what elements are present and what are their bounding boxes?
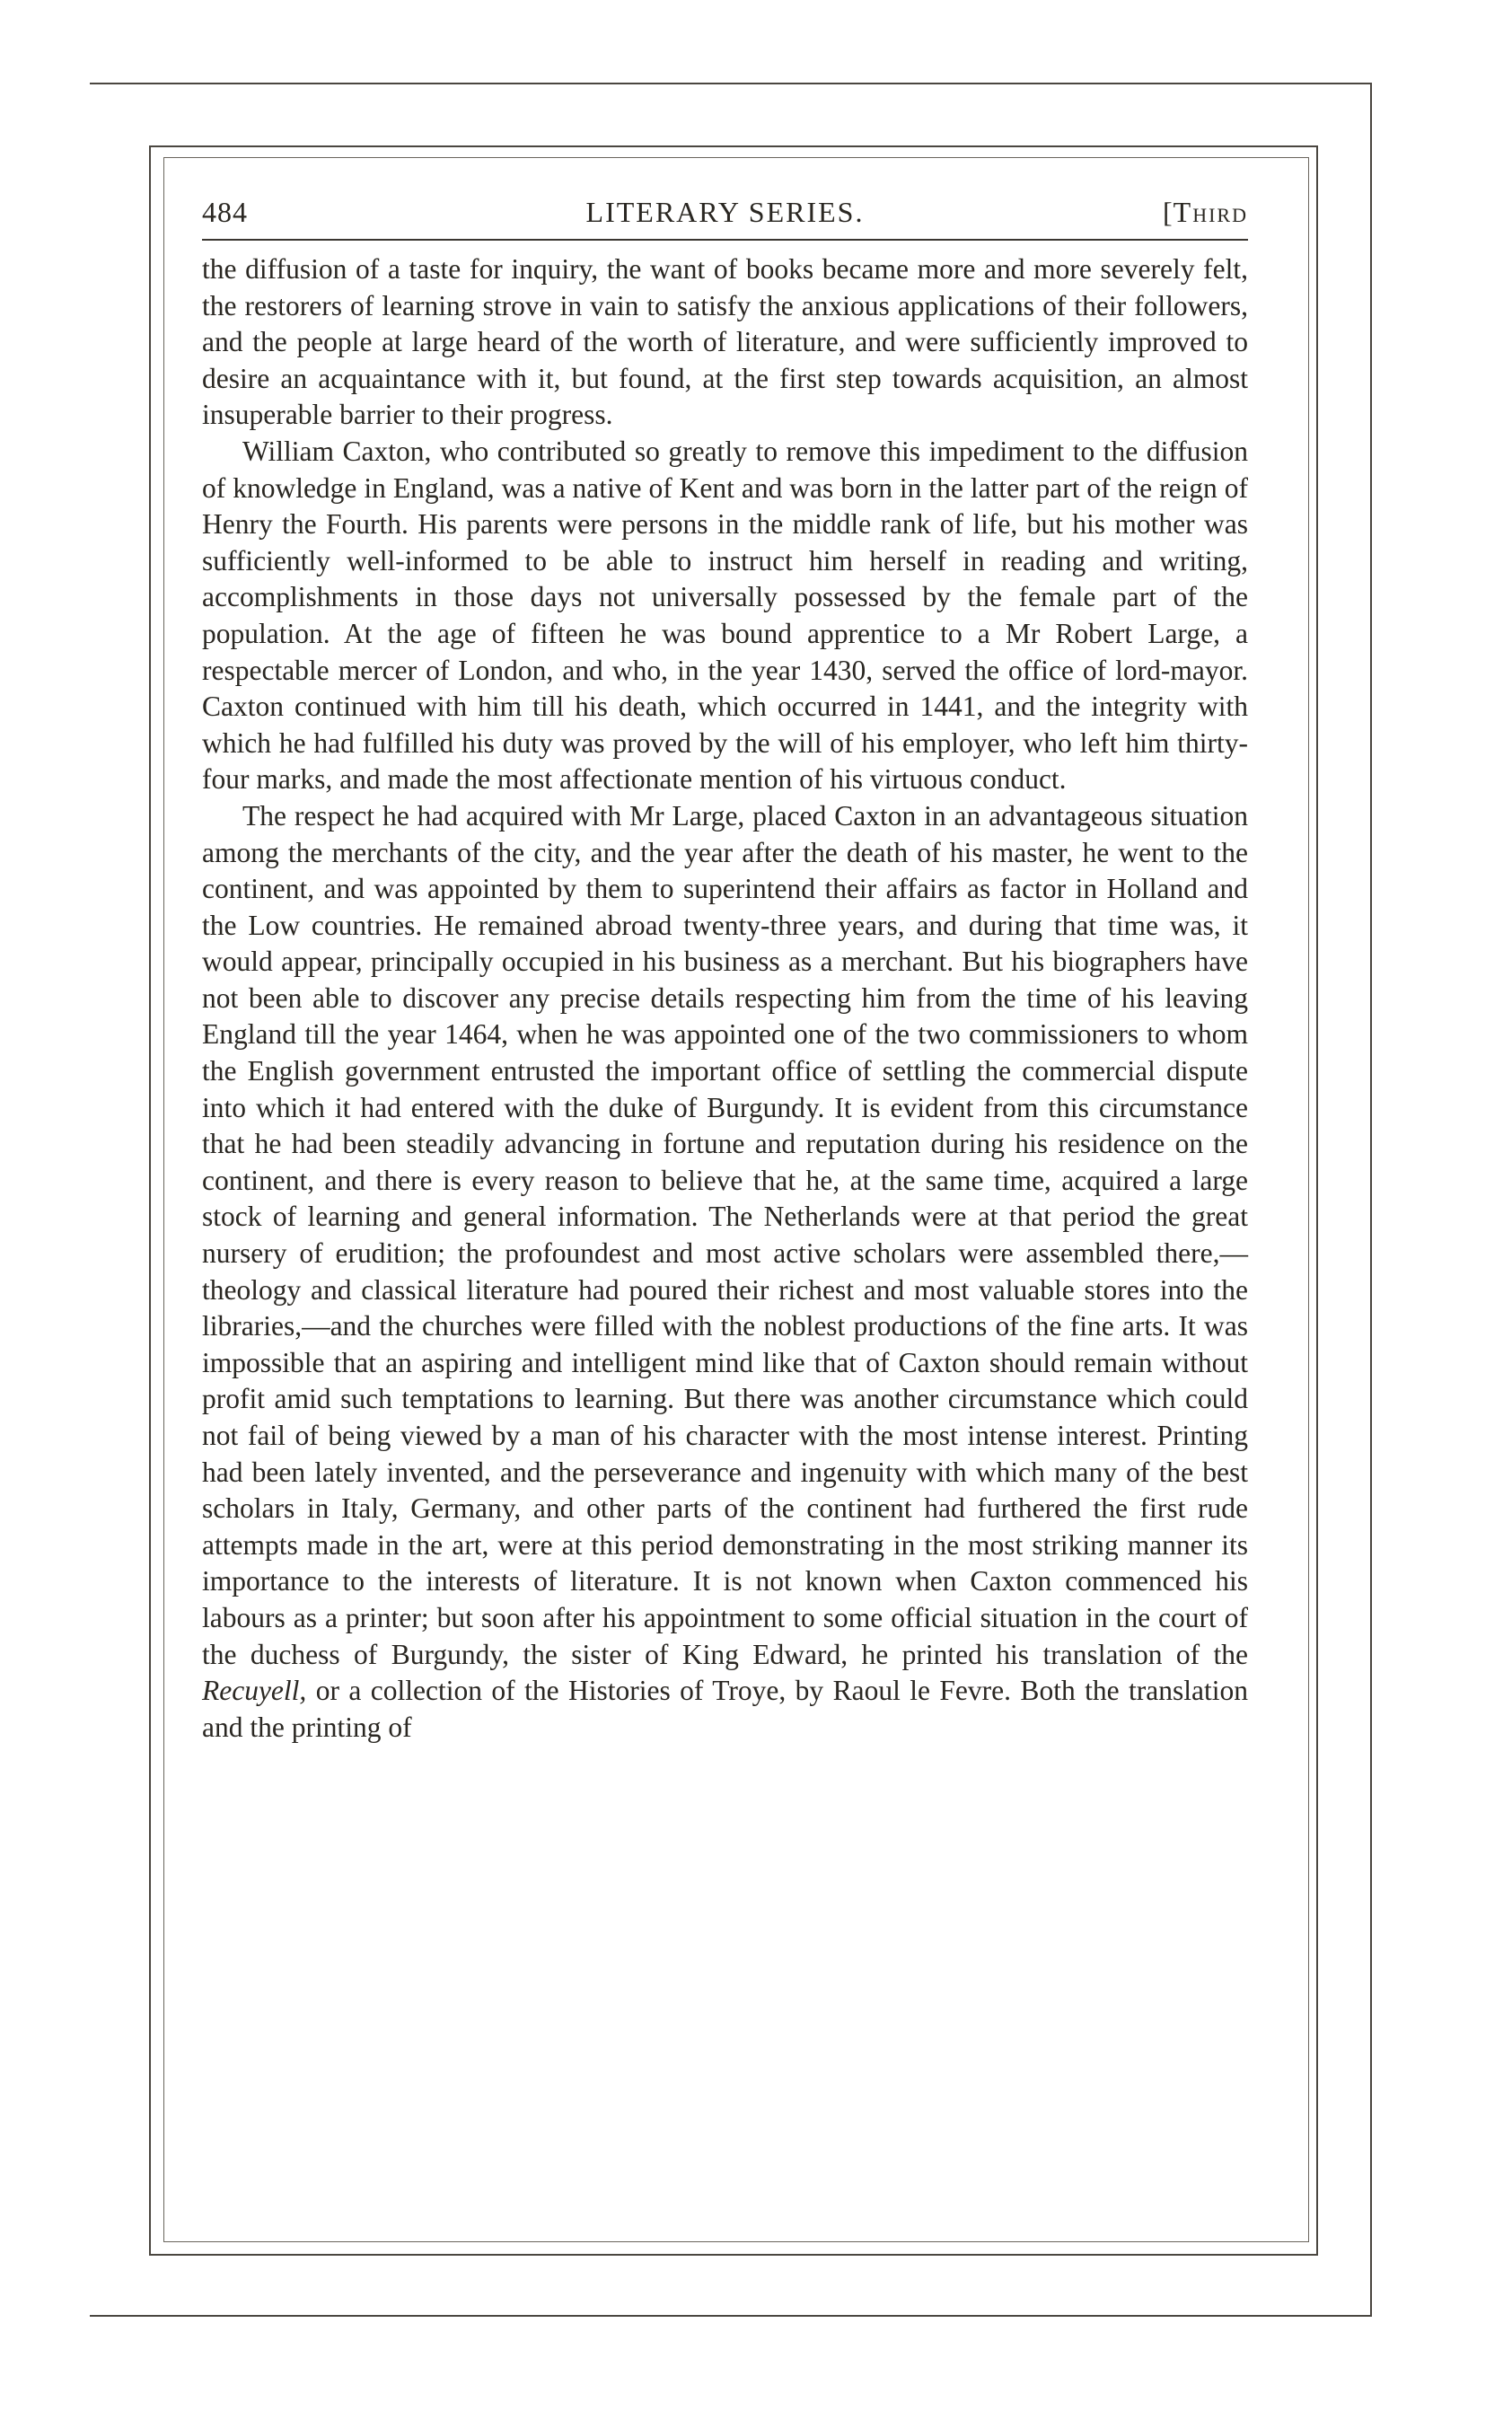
paragraph-2: William Caxton, who contributed so greatly to remove this impediment to the diffusion of knowledge in England, was a native of Kent and was born in the latter part of the reign of Henry the Fourth. His parents were persons in the middle rank of life, but his mother was sufficiently well-informed to be able to instruct him herself in reading and writing, accomplishments in those days not universally possessed by the female part of the population. At the age of fifteen he was bound apprentice to a Mr Robert Large, a respectable mercer of London, and who, in the year 1430, served the office of lord-mayor. Caxton continued with him till his death, which occurred in 1441, and the integrity with which he had fulfilled his duty was proved by the will of his employer, who left him thirty-four marks, and made the most affectionate mention of his virtuous conduct. xyxy=(202,435,1248,796)
paragraph-1: the diffusion of a taste for inquiry, the want of books became more and more severely felt, the restorers of learning strove in vain to satisfy the anxious applications of their followers, and the people at large heard of the worth of literature, and were sufficiently improved to desire an acquaintance with it, but found, at the first step towards acquisition, an almost insuperable barrier to their progress. xyxy=(202,253,1248,431)
running-head-bracket: [ xyxy=(1163,196,1174,228)
paragraph-3-italic-title: Recuyell, xyxy=(202,1675,307,1707)
header-rule xyxy=(202,239,1248,241)
running-title: LITERARY SERIES. xyxy=(585,196,865,228)
paragraph-3 xyxy=(202,798,1248,1746)
paragraph-3-text-a: The respect he had acquired with Mr Large, placed Caxton in an advantageous situation among the merchants of the city, and the year after the death of his master, he went to the continent, and was appointed by them to superintend their affairs as factor in Holland and the Low countries. He remained abroad twenty-three years, and during that time was, it would appear, principally occupied in his business as a merchant. But his biographers have not been able to discover any precise details respecting him from the time of his leaving England till the year 1464, when he was appointed one of the two commissioners to whom the English government entrusted the important office of settling the commercial dispute into which it had entered with the duke of Burgundy. It is evident from this circumstance that he had been steadily advancing in fortune and reputation during his residence on the continent, and there is every reason to believe that he, at the same time, acquired a large stock of learning and general information. The Netherlands were at that period the great nursery of erudition; the profoundest and most active scholars were assembled there,—theology and classical literature had poured their richest and most valuable stores into the libraries,—and the churches were filled with the noblest productions of the fine arts. It was impossible that an aspiring and intelligent mind like that of Caxton should remain without profit amid such temptations to learning. But there was another circumstance which could not fail of being viewed by a man of his character with the most intense interest. Printing had been lately invented, and the perseverance and ingenuity with which many of the best scholars in Italy, Germany, and other parts of the continent had furthered the first rude attempts made in the art, were at this period demonstrating in the most striking manner its importance to the interests of literature. It is not known when Caxton commenced his labours as a printer; but soon after his appointment to some official situation in the court of the duchess of Burgundy, the sister of King Edward, he printed his translation of the xyxy=(202,799,1248,1670)
running-head-right xyxy=(1163,196,1248,229)
page xyxy=(202,189,1248,1746)
paragraph-3-text-b: or a collection of the Histories of Troye, by Raoul le Fevre. Both the translation and the printing of xyxy=(202,1675,1248,1743)
running-header xyxy=(202,189,1248,233)
page-number: 484 xyxy=(202,196,248,228)
running-head-word: Third xyxy=(1173,196,1248,228)
body-text xyxy=(202,251,1248,1746)
